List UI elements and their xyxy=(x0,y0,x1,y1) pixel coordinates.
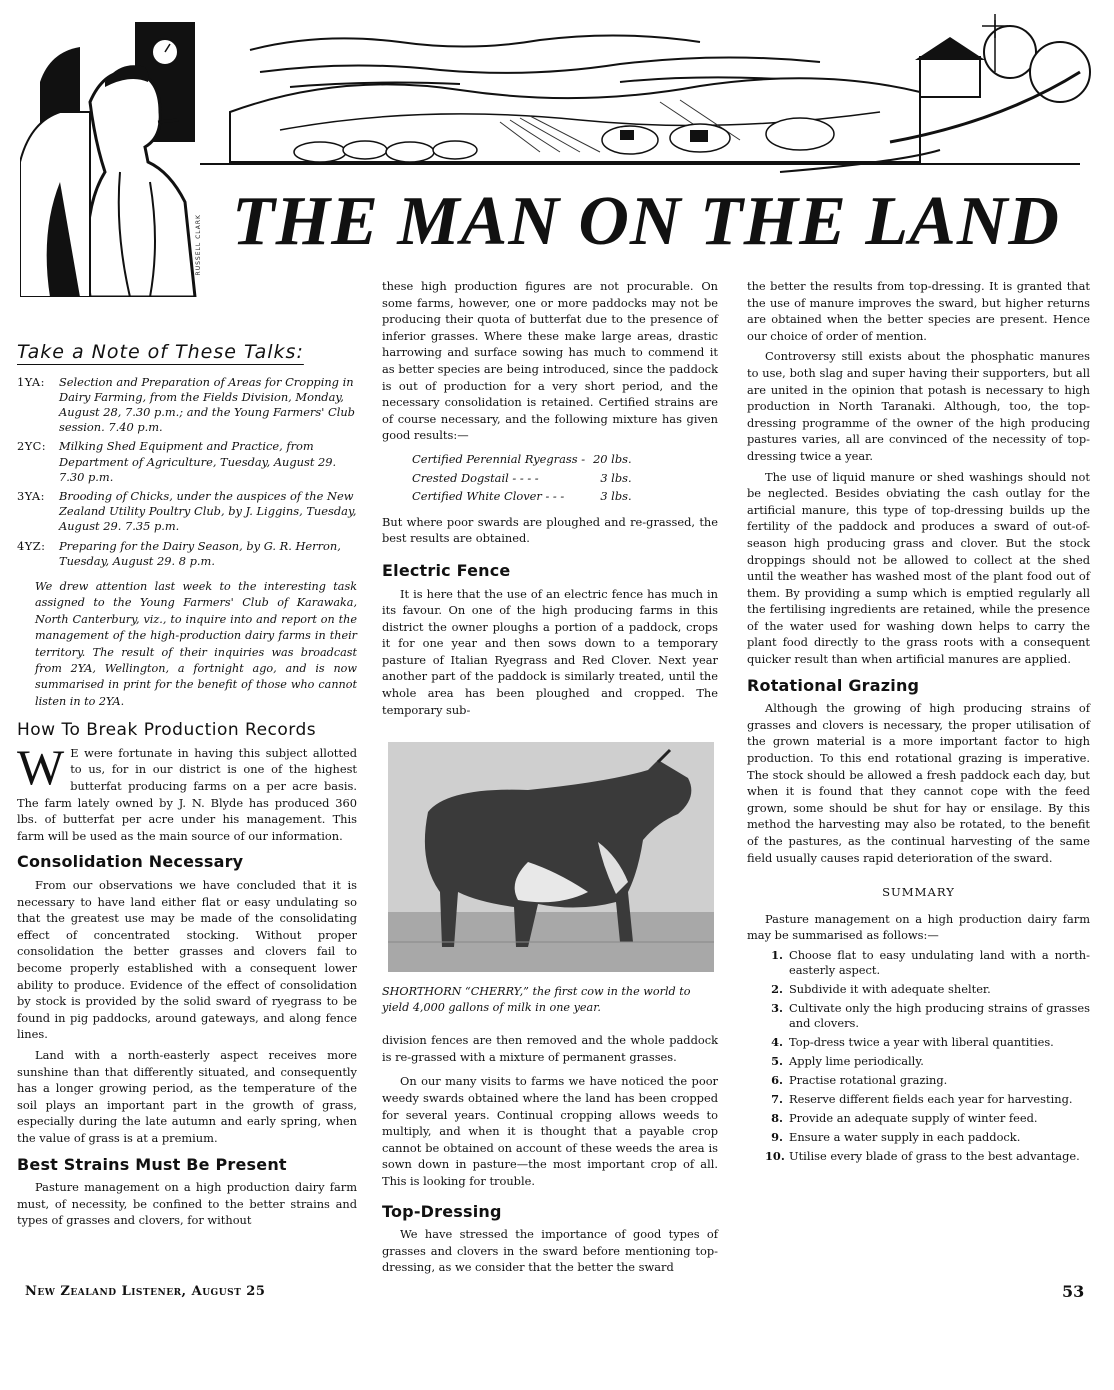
section-heading: How To Break Production Records xyxy=(17,720,317,741)
item-text: Subdivide it with adequate shelter. xyxy=(789,981,991,996)
item-text: Top-dress twice a year with liberal quantities. xyxy=(789,1034,1054,1049)
talk-item xyxy=(17,539,357,569)
station-code: 2YC: xyxy=(17,439,47,454)
page-number: 53 xyxy=(1062,1282,1085,1301)
paragraph: Although the growing of high producing strains of grasses and clovers is necessary, the proper utilisation of the grown material is a more important factor to high production. To this end rotational grazing is imperative. The stock should be allowed a fresh paddock each day, but when it is found that they cannot cope with the feed grown, some should be shut for hay or ensilage. By this method the harvesting may also be rotated, to the benefit of the pastures, as the continual harvesting of the same field usually causes rapid deterioration of the sward. xyxy=(747,701,1090,865)
item-number: 3. xyxy=(771,1000,783,1015)
mixture-qty: 20 lbs. xyxy=(593,451,632,466)
paragraph-text: E were fortunate in having this subject allotted to us, for in our district is one of the highest butterfat producing farms on a per acre basis. The farm lately owned by J. N. Blyde has produced 360 lbs. of butterfat per acre under his management. This farm will be used as the main source of our information. xyxy=(17,745,357,843)
cow-photo xyxy=(388,742,714,972)
item-text: Practise rotational grazing. xyxy=(789,1072,948,1087)
station-code: 4YZ: xyxy=(17,538,46,553)
section-heading: Consolidation Necessary xyxy=(17,852,244,872)
list-item xyxy=(765,1073,1090,1088)
list-item xyxy=(765,1111,1090,1126)
paragraph: Land with a north-easterly aspect receives more sunshine than that differently situated, and consequently has a longer growing period, as the temperature of the soil plays an important part in the growth of grass, especially during the late autumn and early spring, when the value of grass is at a premium. xyxy=(17,1047,357,1145)
column-3 xyxy=(747,278,1090,1168)
list-item xyxy=(765,1092,1090,1107)
paragraph: these high production figures are not procurable. On some farms, however, one or more paddocks may not be producing their quota of butterfat due to the presence of inferior grasses. Where these make large areas, drastic harrowing and surface sowing has much to commend it as better species are being introduced, since the paddock is out of production for a very short period, and the necessary consolidation is retained. Certified strains are of course necessary, and the following mixture has given good results:— xyxy=(382,279,718,443)
item-text: Ensure a water supply in each paddock. xyxy=(789,1129,1021,1144)
caption-subject: SHORTHORN “CHERRY,” xyxy=(382,985,533,999)
item-number: 9. xyxy=(771,1129,783,1144)
opening-paragraph xyxy=(17,745,357,845)
station-code: 3YA: xyxy=(17,489,45,504)
station-code: 1YA: xyxy=(17,374,45,389)
list-item xyxy=(765,982,1090,997)
item-number: 1. xyxy=(771,947,783,962)
intro-paragraph: We drew attention last week to the interesting task assigned to the Young Farmers' Club of Karawaka, North Canterbury, viz., to inquire into and report on the management of the high-production dairy farms in their territory. The result of their inquiries was broadcast from 2YA, Wellington, a fortnight ago, and is now summarised in print for the benefit of those who cannot listen in to 2YA. xyxy=(35,580,357,708)
mixture-name: Certified Perennial Ryegrass - xyxy=(412,451,586,466)
item-number: 4. xyxy=(771,1034,783,1049)
artist-credit: RUSSELL CLARK xyxy=(195,214,202,276)
paragraph: But where poor swards are ploughed and re-grassed, the best results are obtained. xyxy=(382,514,718,546)
item-text: Apply lime periodically. xyxy=(789,1053,924,1068)
list-item xyxy=(765,1130,1090,1145)
column-1 xyxy=(17,341,357,1233)
item-number: 8. xyxy=(771,1110,783,1125)
item-number: 6. xyxy=(771,1072,783,1087)
photo-caption xyxy=(382,984,718,1016)
item-text: Choose flat to easy undulating land with a north-easterly aspect. xyxy=(789,947,1090,977)
paragraph: the better the results from top-dressing. It is granted that the use of manure improves the sward, but higher returns are obtained when the better species are present. Hence our choice of order of mention. xyxy=(747,279,1090,343)
paragraph: Pasture management on a high production dairy farm must, of necessity, be confined to the better strains and types of grasses and clovers, for without xyxy=(17,1180,357,1228)
talk-item xyxy=(17,439,357,485)
talk-item xyxy=(17,375,357,436)
talk-text: Selection and Preparation of Areas for Cropping in Dairy Farming, from the Fields Division, Monday, August 28, 7.30 p.m.; and the Young Farmers' Club session. 7.40 p.m. xyxy=(59,374,355,435)
paragraph: division fences are then removed and the whole paddock is re-grassed with a mixture of permanent grasses. xyxy=(382,1033,718,1064)
talk-text: Brooding of Chicks, under the auspices of the New Zealand Utility Poultry Club, by J. Liggins, Tuesday, August 29. 7.35 p.m. xyxy=(59,489,357,534)
column-2 xyxy=(382,278,718,1280)
paragraph: It is here that the use of an electric fence has much in its favour. On one of the high producing farms in this district the owner ploughs a portion of a paddock, crops it for one year and then sows down to a temporary pasture of Italian Ryegrass and Red Clover. Next year another part of the paddock is similarly treated, until the whole area has been ploughed and cropped. The temporary sub- xyxy=(382,586,718,717)
talks-heading: Take a Note of These Talks: xyxy=(17,341,304,363)
publication-footer: New Zealand Listener, August 25 xyxy=(25,1284,266,1299)
list-item xyxy=(765,948,1090,978)
talks-list xyxy=(17,375,357,569)
drop-cap: W xyxy=(17,744,65,795)
summary-list xyxy=(765,948,1090,1164)
talk-item xyxy=(17,489,357,535)
paragraph: Controversy still exists about the phosphatic manures to use, both slag and super having their supporters, but all are united in the opinion that potash is necessary to high production in North Taranaki. Although, too, the top-dressing programme of the owner of the high producing pastures varies, all are convinced of the necessity of top-dressing twice a year. xyxy=(747,349,1090,463)
list-item xyxy=(765,1149,1090,1164)
paragraph: We have stressed the importance of good types of grasses and clovers in the sward before mentioning top-dressing, as we consider that the better the sward xyxy=(382,1227,718,1275)
item-number: 5. xyxy=(771,1053,783,1068)
item-text: Utilise every blade of grass to the best advantage. xyxy=(789,1148,1080,1163)
list-item xyxy=(765,1001,1090,1031)
paragraph: Pasture management on a high production dairy farm may be summarised as follows:— xyxy=(747,911,1090,943)
paragraph: On our many visits to farms we have noticed the poor weedy swards obtained where the land has been cropped for several years. Continual cropping allows weeds to multiply, and when it is thought that a payable crop cannot be obtained on account of these weeds the area is sown down in pasture—the most important crop of all. This is looking for trouble. xyxy=(382,1074,718,1188)
mixture-name: Certified White Clover - - - xyxy=(412,489,565,504)
section-heading: Top-Dressing xyxy=(382,1201,502,1221)
item-number: 7. xyxy=(771,1091,783,1106)
item-text: Reserve different fields each year for harvesting. xyxy=(789,1091,1073,1106)
section-heading: Electric Fence xyxy=(382,560,511,580)
talk-text: Milking Shed Equipment and Practice, from Department of Agriculture, Tuesday, August 29. 7.30 p.m. xyxy=(59,439,337,484)
talk-text: Preparing for the Dairy Season, by G. R. Herron, Tuesday, August 29. 8 p.m. xyxy=(59,538,341,568)
mixture-qty: 3 lbs. xyxy=(600,470,632,485)
table-row xyxy=(412,487,632,506)
seed-mixture-table xyxy=(412,450,632,506)
section-heading: Rotational Grazing xyxy=(747,675,920,695)
list-item xyxy=(765,1054,1090,1069)
section-heading: Best Strains Must Be Present xyxy=(17,1154,287,1174)
item-number: 10. xyxy=(765,1148,785,1163)
paragraph: From our observations we have concluded that it is necessary to have land either flat or easy undulating so that the greatest use may be made of the consolidating effect of concentrated stocking. Without proper consolidation the better grasses and clovers fail to become properly established with a consequent lower ability to produce. Evidence of the effect of consolidation by stock is provided by the solid sward of ryegrass to be found in pig paddocks, around gateways, and along fence lines. xyxy=(17,878,357,1042)
item-text: Cultivate only the high producing strains of grasses and clovers. xyxy=(789,1000,1090,1030)
list-item xyxy=(765,1035,1090,1050)
table-row xyxy=(412,469,632,488)
item-number: 2. xyxy=(771,981,783,996)
item-text: Provide an adequate supply of winter feed. xyxy=(789,1110,1038,1125)
caption-text: the first cow in the world to yield 4,000 gallons of milk in one year. xyxy=(382,985,691,1015)
mixture-name: Crested Dogstail - - - - xyxy=(412,470,539,485)
mixture-qty: 3 lbs. xyxy=(600,489,632,504)
summary-heading: SUMMARY xyxy=(882,885,955,900)
table-row xyxy=(412,450,632,469)
page-title: THE MAN ON THE LAND xyxy=(232,183,1060,260)
paragraph: The use of liquid manure or shed washings should not be neglected. Besides obviating the cash outlay for the artificial manure, this type of top-dressing builds up the fertility of the paddock and produces a sward of out-of-season high producing grass and clover. But the stock droppings should not be allowed to collect at the shed until the weather has washed most of the plant food out of them. By providing a sump which is emptied regularly all the fertilising ingredients are retained, while the presence of the water used for washing down helps to carry the plant food directly to the grass roots with a consequent quicker result than when artificial manures are applied. xyxy=(747,469,1090,667)
